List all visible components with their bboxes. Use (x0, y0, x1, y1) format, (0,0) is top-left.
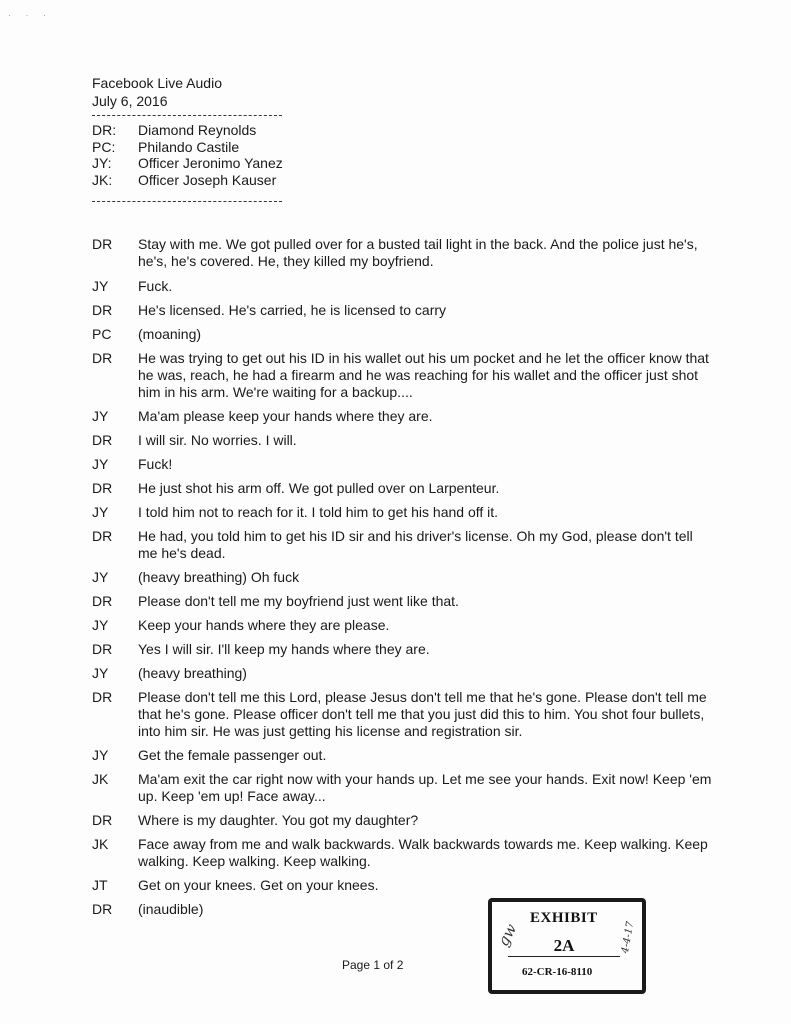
transcript-entry (92, 432, 714, 449)
entry-text: He's licensed. He's carried, he is licensed to carry (138, 302, 447, 318)
speaker-legend-row (92, 172, 283, 189)
transcript-entry (92, 504, 714, 521)
entry-speaker: DR (92, 901, 113, 917)
stamp-case-number: 62-CR-16-8110 (522, 966, 593, 978)
entry-text: (inaudible) (138, 901, 204, 917)
entry-speaker: DR (92, 350, 113, 366)
transcript-entry (92, 593, 714, 610)
entry-speaker: DR (92, 432, 113, 448)
transcript-entry (92, 528, 714, 562)
entry-speaker: DR (92, 593, 113, 609)
transcript-entry (92, 569, 714, 586)
stamp-date: 4-4-17 (619, 920, 637, 955)
entry-speaker: DR (92, 812, 113, 828)
speaker-name: Officer Joseph Kauser (138, 171, 277, 188)
speaker-code: DR: (92, 122, 117, 138)
exhibit-stamp (488, 898, 646, 994)
speaker-name: Diamond Reynolds (138, 122, 257, 138)
entry-speaker: DR (92, 528, 113, 544)
speaker-name: Officer Jeronimo Yanez (138, 155, 283, 171)
entry-speaker: DR (92, 689, 113, 705)
transcript-entry (92, 350, 714, 401)
entry-speaker: DR (92, 480, 113, 496)
transcript-entry (92, 747, 714, 764)
transcript-entry (92, 302, 714, 319)
transcript-entry (92, 689, 714, 740)
transcript-entry (92, 480, 714, 497)
transcript-entry (92, 665, 714, 682)
transcript-entry (92, 641, 714, 658)
entry-text: Keep your hands where they are please. (138, 617, 390, 633)
page-number: Page 1 of 2 (342, 958, 404, 972)
stamp-label: EXHIBIT (530, 910, 598, 926)
entry-speaker: DR (92, 302, 113, 318)
speaker-legend-row (92, 122, 283, 139)
transcript-entry (92, 408, 714, 425)
transcript-entry (92, 236, 714, 270)
entry-text: I will sir. No worries. I will. (138, 432, 297, 448)
entry-text: Please don't tell me this Lord, please Jesus don't tell me that he's gone. Please don't tell me that he's gone. Please officer don't tell me that you just did this to him. You shot four bullets, into him sir. He was just getting his license and registration sir. (138, 689, 707, 739)
transcript-entry (92, 812, 714, 829)
transcript-entry (92, 877, 714, 894)
entry-speaker: JY (92, 569, 109, 585)
transcript-entry (92, 836, 714, 870)
speaker-code: JK: (92, 171, 113, 188)
entry-text: Stay with me. We got pulled over for a busted tail light in the back. And the police just he's, he's, he's covered. He, they killed my boyfriend. (138, 236, 698, 269)
entry-text: (heavy breathing) Oh fuck (138, 569, 300, 585)
stamp-initials: gw (494, 920, 521, 950)
scan-specks: · · · (8, 10, 52, 20)
document-header (92, 74, 222, 110)
entry-speaker: JY (92, 665, 109, 681)
entry-speaker: DR (92, 236, 113, 252)
speaker-name: Philando Castile (138, 138, 240, 155)
transcript-entry (92, 326, 714, 343)
divider-top (92, 115, 282, 116)
divider-bottom (92, 201, 282, 202)
entry-text: Fuck. (138, 278, 173, 294)
entry-text: He had, you told him to get his ID sir and his driver's license. Oh my God, please don't tell me he's dead. (138, 528, 693, 561)
entry-speaker: JY (92, 747, 109, 763)
entry-text: Ma'am exit the car right now with your hands up. Let me see your hands. Exit now! Keep 'em up. Keep 'em up! Face away... (138, 771, 712, 804)
transcript-entry (92, 617, 714, 634)
transcript-entry (92, 278, 714, 295)
entry-text: Face away from me and walk backwards. Walk backwards towards me. Keep walking. Keep walking. Keep walking. Keep walking. (138, 836, 708, 869)
entry-text: He was trying to get out his ID in his wallet out his um pocket and he let the officer know that he was, reach, he had a firearm and he was reaching for his wallet and the officer just shot him in his arm. We're waiting for a backup.... (138, 350, 709, 400)
entry-text: (moaning) (138, 326, 202, 342)
entry-text: He just shot his arm off. We got pulled over on Larpenteur. (138, 480, 500, 496)
speaker-legend-row (92, 139, 283, 156)
entry-speaker: JY (92, 617, 109, 633)
speaker-code: JY: (92, 155, 112, 171)
entry-speaker: JY (92, 456, 109, 472)
document-title: Facebook Live Audio (92, 75, 222, 91)
entry-speaker: JY (92, 504, 109, 520)
speaker-legend-row (92, 155, 283, 172)
transcript-entry (92, 456, 714, 473)
entry-speaker: JY (92, 278, 109, 294)
entry-speaker: DR (92, 641, 113, 657)
entry-text: Yes I will sir. I'll keep my hands where they are. (138, 641, 430, 657)
document-date: July 6, 2016 (92, 93, 168, 109)
entry-text: Get the female passenger out. (138, 747, 327, 763)
entry-speaker: PC (92, 326, 112, 342)
entry-text: Please don't tell me my boyfriend just went like that. (138, 593, 459, 609)
entry-speaker: JK (92, 836, 109, 852)
entry-speaker: JT (92, 877, 108, 893)
entry-text: (heavy breathing) (138, 665, 247, 681)
transcript-entry (92, 771, 714, 805)
entry-text: Where is my daughter. You got my daughter? (138, 812, 419, 828)
entry-text: Get on your knees. Get on your knees. (138, 877, 379, 893)
entry-text: I told him not to reach for it. I told him to get his hand off it. (138, 504, 499, 520)
entry-text: Fuck! (138, 456, 173, 472)
entry-text: Ma'am please keep your hands where they are. (138, 408, 433, 424)
speaker-code: PC: (92, 138, 116, 155)
stamp-exhibit-number: 2A (508, 936, 620, 957)
speaker-legend (92, 122, 283, 188)
entry-speaker: JY (92, 408, 109, 424)
entry-speaker: JK (92, 771, 109, 787)
